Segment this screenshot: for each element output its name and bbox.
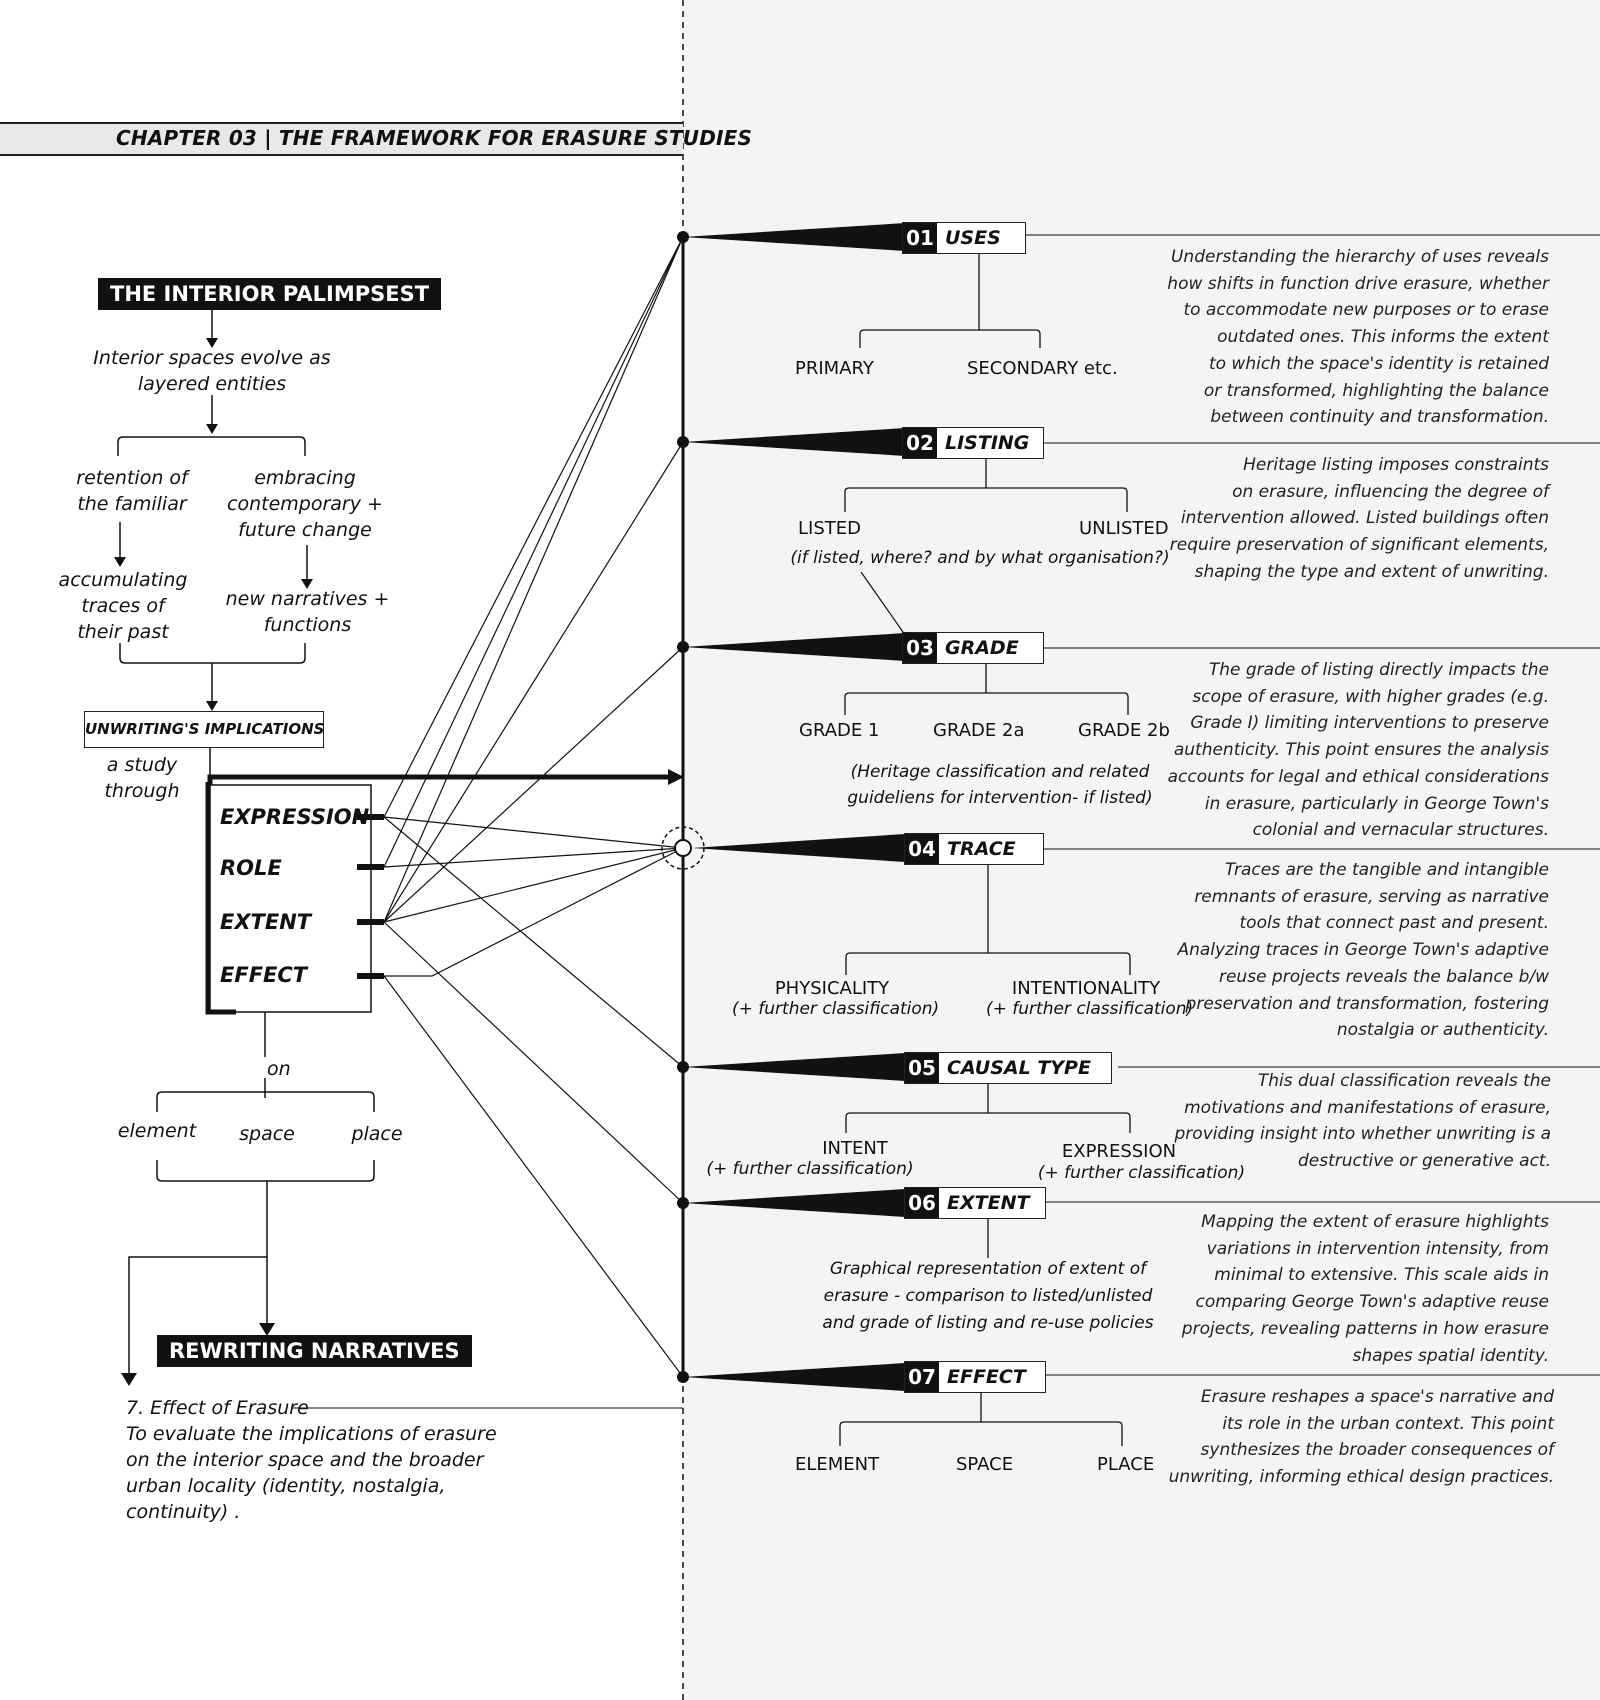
sub-unlisted: UNLISTED bbox=[1079, 518, 1169, 539]
category-label: USES bbox=[945, 227, 1001, 249]
accumulating-text: accumulating traces of their past bbox=[58, 569, 188, 643]
retention-text: retention of the familiar bbox=[76, 467, 188, 515]
effect-of-erasure-desc: To evaluate the implications of erasure on the interior space and the broader urban locality (identity, nostalgia, continuity) . bbox=[126, 1423, 497, 1523]
extent-note-line-3: and grade of listing and re-use policies bbox=[822, 1313, 1154, 1333]
palimpsest-title: THE INTERIOR PALIMPSEST bbox=[98, 278, 441, 310]
sub-intent: INTENT bbox=[822, 1138, 888, 1159]
listing-description: Heritage listing imposes constraints on erasure, influencing the degree of intervention allowed. Listed buildings often require preservation of significant elements, shaping the type and extent of unwriting. bbox=[1169, 455, 1549, 582]
embracing-text: embracing contemporary + future change bbox=[227, 467, 383, 541]
target-element: element bbox=[117, 1120, 197, 1142]
intent-note: (+ further classification) bbox=[706, 1159, 914, 1179]
extent-note-line-1: Graphical representation of extent of bbox=[829, 1259, 1147, 1279]
sub-intentionality: INTENTIONALITY bbox=[1011, 978, 1161, 999]
grade-note-line-2: guideliens for intervention- if listed) bbox=[847, 788, 1153, 808]
sub-space: SPACE bbox=[956, 1454, 1014, 1475]
category-causal-type-box bbox=[904, 1052, 1112, 1084]
trace-description: Traces are the tangible and intangible remnants of erasure, serving as narrative tools that connect past and present. Analyzing traces in George Town's adaptive reuse projects reveals the balance b/w preservation and transformation, fostering nostalgia or authenticity. bbox=[1177, 860, 1549, 1041]
category-grade-box bbox=[902, 632, 1044, 664]
causal-type-description: This dual classification reveals the motivations and manifestations of erasure, providing insight into whether unwriting is a destructive or generative act. bbox=[1174, 1071, 1551, 1172]
category-label: GRADE bbox=[945, 637, 1019, 659]
category-listing-box bbox=[902, 427, 1044, 459]
aspect-effect: EFFECT bbox=[220, 963, 308, 987]
uses-description: Understanding the hierarchy of uses reveals how shifts in function drive erasure, whether to accommodate new purposes or to erase outdated ones. This informs the extent to which the space's identity is retained or transformed, highlighting the balance between continuity and transformation. bbox=[1167, 247, 1549, 428]
category-extent-box bbox=[904, 1187, 1046, 1219]
sub-grade-1: GRADE 1 bbox=[799, 720, 880, 741]
target-place: place bbox=[351, 1123, 403, 1145]
extent-note-line-2: erasure - comparison to listed/unlisted bbox=[823, 1286, 1153, 1306]
category-number: 01 bbox=[903, 223, 937, 253]
listing-note: (if listed, where? and by what organisation?) bbox=[790, 548, 1170, 568]
category-label: LISTING bbox=[945, 432, 1030, 454]
on-text: on bbox=[267, 1058, 291, 1080]
sub-primary: PRIMARY bbox=[795, 358, 874, 379]
sub-grade-2a: GRADE 2a bbox=[933, 720, 1025, 741]
effect-description: Erasure reshapes a space's narrative and its role in the urban context. This point synthesizes the broader consequences of unwriting, informing ethical design practices. bbox=[1168, 1387, 1554, 1488]
rewriting-narratives-title: REWRITING NARRATIVES bbox=[157, 1335, 472, 1367]
aspect-expression: EXPRESSION bbox=[220, 805, 370, 829]
category-label: EFFECT bbox=[947, 1366, 1026, 1388]
evolve-text: Interior spaces evolve as layered entities bbox=[93, 347, 331, 395]
sub-grade-2b: GRADE 2b bbox=[1078, 720, 1170, 741]
category-label: TRACE bbox=[947, 838, 1016, 860]
implications-box: UNWRITING'S IMPLICATIONS bbox=[84, 711, 324, 748]
sub-listed: LISTED bbox=[798, 518, 861, 539]
aspect-role: ROLE bbox=[220, 856, 282, 880]
intentionality-note: (+ further classification) bbox=[986, 999, 1194, 1019]
grade-description: The grade of listing directly impacts the scope of erasure, with higher grades (e.g. Grade I) limiting interventions to preserve authenticity. This point ensures the analysis accounts for legal and ethical considerations in erasure, particularly in George Town's colonial and vernacular structures. bbox=[1167, 660, 1549, 841]
category-number: 03 bbox=[903, 633, 937, 663]
extent-description: Mapping the extent of erasure highlights variations in intervention intensity, from minimal to extensive. This scale aids in comparing George Town's adaptive reuse projects, revealing patterns in how erasure shapes spatial identity. bbox=[1181, 1212, 1549, 1366]
effect-of-erasure-title: 7. Effect of Erasure bbox=[126, 1397, 309, 1419]
aspect-extent: EXTENT bbox=[220, 910, 312, 934]
sub-secondary: SECONDARY etc. bbox=[967, 358, 1118, 379]
category-number: 04 bbox=[905, 834, 939, 864]
grade-note-line-1: (Heritage classification and related bbox=[850, 762, 1150, 782]
category-label: CAUSAL TYPE bbox=[947, 1057, 1091, 1079]
physicality-note: (+ further classification) bbox=[732, 999, 940, 1019]
narratives-text: new narratives + functions bbox=[225, 588, 390, 636]
sub-physicality: PHYSICALITY bbox=[774, 978, 890, 999]
category-label: EXTENT bbox=[947, 1192, 1030, 1214]
sub-expression: EXPRESSION bbox=[1061, 1141, 1177, 1162]
sub-element: ELEMENT bbox=[795, 1454, 880, 1475]
category-number: 02 bbox=[903, 428, 937, 458]
category-number: 05 bbox=[905, 1053, 939, 1083]
chapter-title: CHAPTER 03 | THE FRAMEWORK FOR ERASURE STUDIES bbox=[116, 126, 753, 150]
category-effect-box bbox=[904, 1361, 1046, 1393]
category-number: 06 bbox=[905, 1188, 939, 1218]
category-trace-box bbox=[904, 833, 1044, 865]
expression-note: (+ further classification) bbox=[1037, 1163, 1246, 1183]
study-through-text: a study through bbox=[104, 754, 180, 802]
category-number: 07 bbox=[905, 1362, 939, 1392]
sub-place: PLACE bbox=[1097, 1454, 1155, 1475]
category-uses-box bbox=[902, 222, 1026, 254]
target-space: space bbox=[239, 1123, 295, 1145]
